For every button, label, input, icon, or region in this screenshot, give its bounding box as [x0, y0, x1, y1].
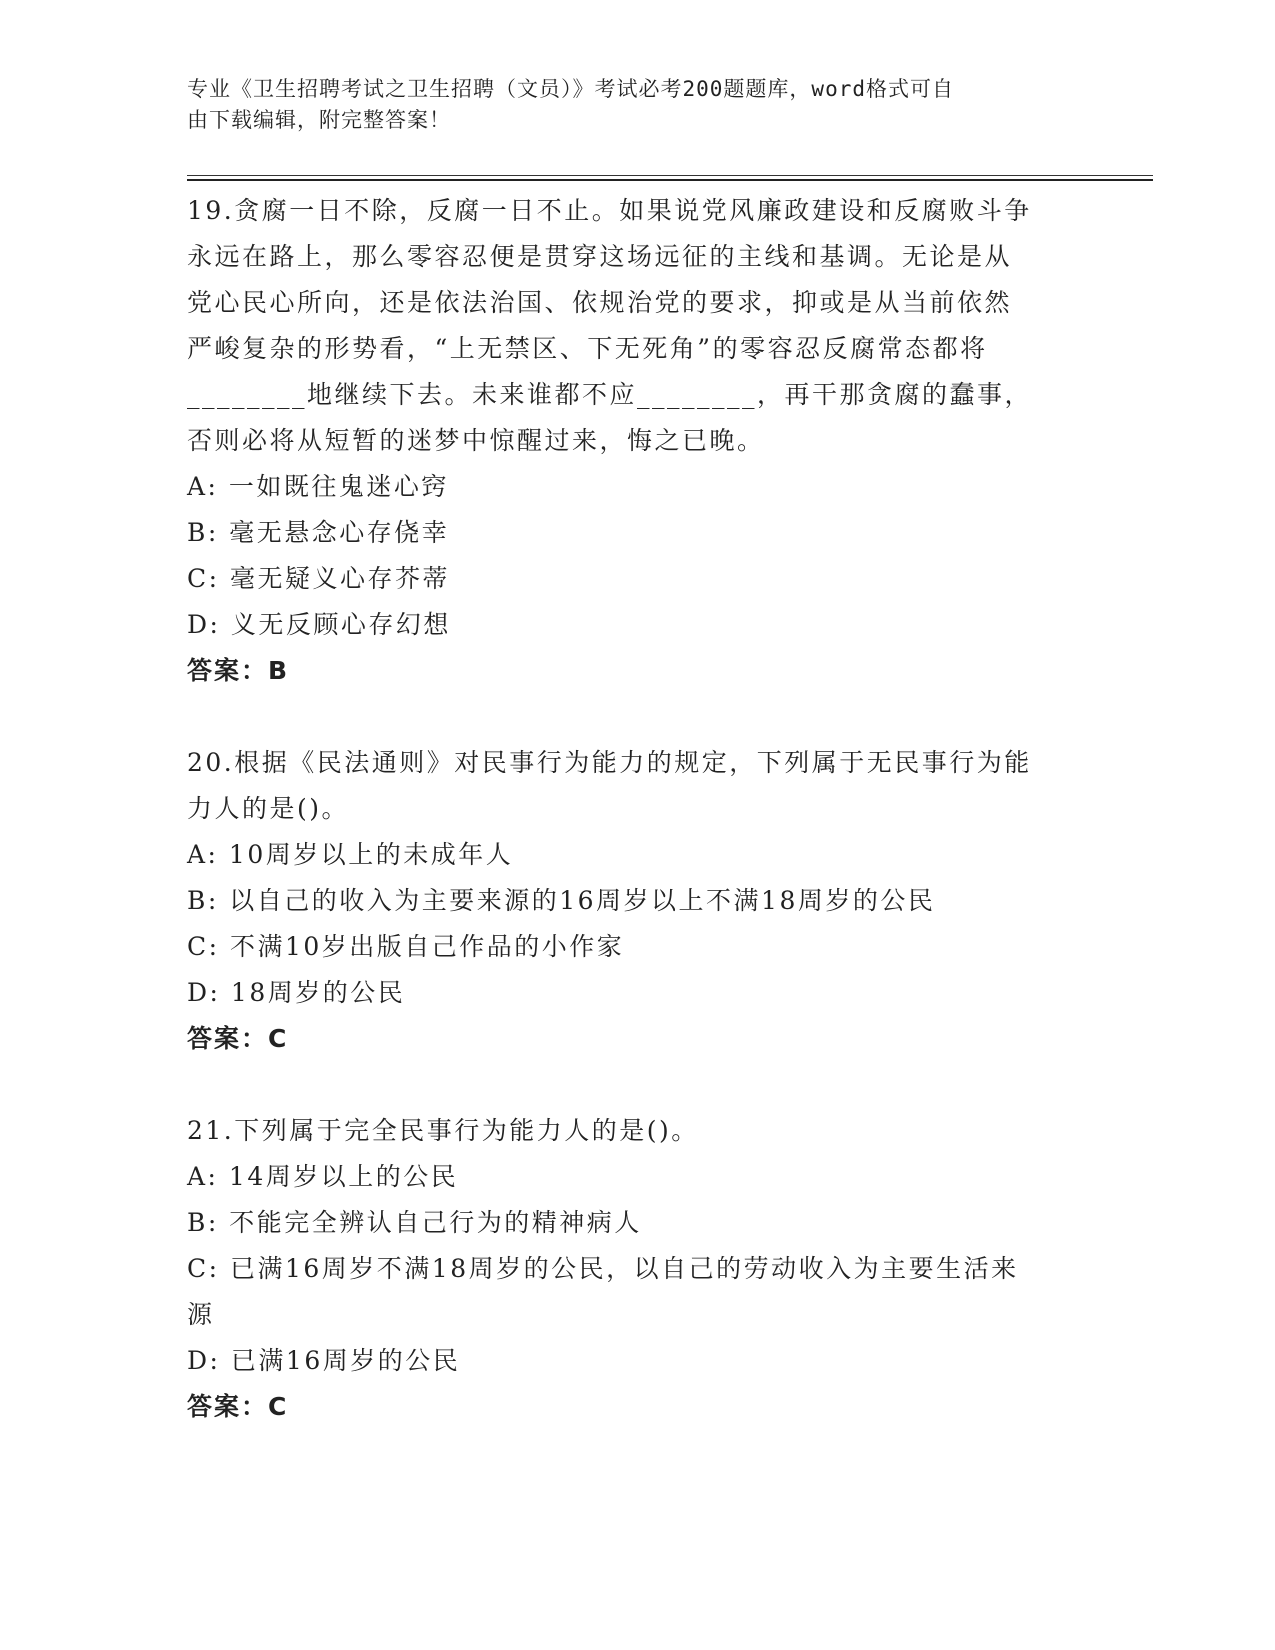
option-c-continued: 源: [187, 1300, 215, 1329]
stem-line: 19.贪腐一日不除，反腐一日不止。如果说党风廉政建设和反腐败斗争: [187, 196, 1032, 225]
header-line-1: 专业《卫生招聘考试之卫生招聘（文员）》考试必考200题题库，word格式可自: [187, 77, 954, 101]
question-stem: [187, 1108, 1087, 1154]
stem-line: 否则必将从短暂的迷梦中惊醒过来，悔之已晚。: [187, 426, 765, 455]
option-b: B: 以自己的收入为主要来源的16周岁以上不满18周岁的公民: [187, 886, 936, 915]
question-stem: [187, 740, 1087, 832]
header-divider-thick: [187, 179, 1153, 181]
document-header: [187, 74, 1067, 136]
header-divider-thin: [187, 175, 1153, 176]
answer-label: 答案：C: [187, 1392, 289, 1421]
question-20: [187, 740, 1087, 1062]
answer-label: 答案：B: [187, 656, 290, 685]
option-c: C: 不满10岁出版自己作品的小作家: [187, 932, 625, 961]
option-b: B: 不能完全辨认自己行为的精神病人: [187, 1208, 642, 1237]
option-d: D: 已满16周岁的公民: [187, 1346, 461, 1375]
stem-line: 党心民心所向，还是依法治国、依规治党的要求，抑或是从当前依然: [187, 288, 1013, 317]
answer-label: 答案：C: [187, 1024, 289, 1053]
option-c: C: 毫无疑义心存芥蒂: [187, 564, 450, 593]
option-d: D: 义无反顾心存幻想: [187, 610, 451, 639]
stem-line: 21.下列属于完全民事行为能力人的是()。: [187, 1116, 699, 1145]
stem-line: 力人的是()。: [187, 794, 350, 823]
option-d: D: 18周岁的公民: [187, 978, 406, 1007]
question-19: [187, 188, 1087, 694]
option-a: A: 一如既往鬼迷心窍: [187, 472, 449, 501]
stem-line: 永远在路上，那么零容忍便是贯穿这场远征的主线和基调。无论是从: [187, 242, 1013, 271]
option-b: B: 毫无悬念心存侥幸: [187, 518, 450, 547]
question-spacer: [187, 1062, 1087, 1108]
option-a: A: 14周岁以上的公民: [187, 1162, 459, 1191]
stem-line: 20.根据《民法通则》对民事行为能力的规定，下列属于无民事行为能: [187, 748, 1032, 777]
question-stem: [187, 188, 1087, 464]
option-c: C: 已满16周岁不满18周岁的公民，以自己的劳动收入为主要生活来: [187, 1254, 1019, 1283]
question-list: [187, 188, 1087, 1430]
stem-line: ________地继续下去。未来谁都不应________，再干那贪腐的蠢事，: [187, 380, 1033, 409]
question-spacer: [187, 694, 1087, 740]
question-21: [187, 1108, 1087, 1430]
header-line-2: 由下载编辑，附完整答案！: [187, 108, 451, 132]
option-a: A: 10周岁以上的未成年人: [187, 840, 514, 869]
stem-line: 严峻复杂的形势看，“上无禁区、下无死角”的零容忍反腐常态都将: [187, 334, 988, 363]
